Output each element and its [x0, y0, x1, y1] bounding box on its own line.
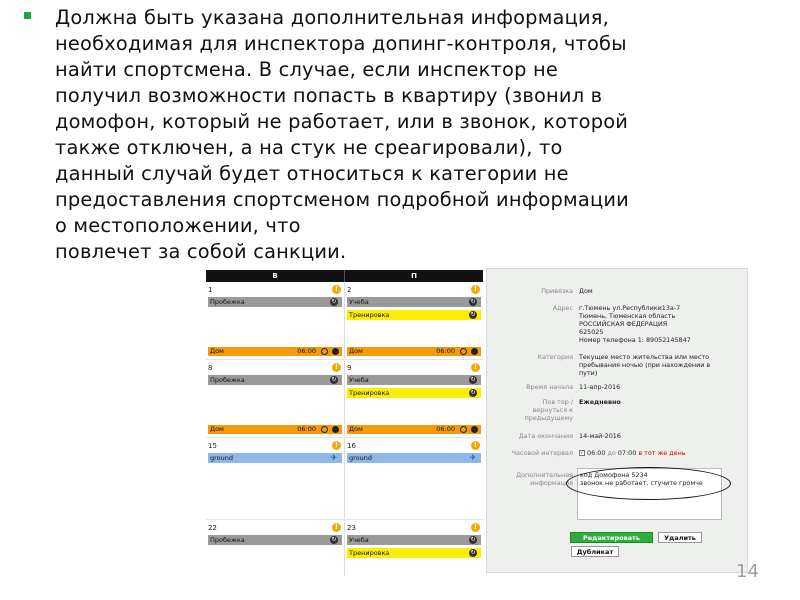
event-label: Пробежка — [210, 536, 245, 544]
day-number: 16 — [347, 442, 356, 450]
calendar-event[interactable] — [347, 535, 481, 545]
duplicate-button[interactable]: Дубликат — [571, 546, 619, 557]
refresh-icon[interactable]: ↻ — [470, 311, 476, 318]
address-line: РОССИЙСКАЯ ФЕДЕРАЦИЯ — [579, 320, 668, 328]
calendar-event[interactable] — [347, 375, 481, 385]
end-label: Дата окончания — [518, 432, 573, 440]
refresh-icon[interactable]: ↻ — [331, 298, 337, 305]
calendar-day-cell[interactable] — [206, 438, 345, 519]
start-value: 11-апр-2016 — [579, 383, 621, 391]
refresh-icon[interactable]: ↻ — [470, 376, 476, 383]
calendar-event[interactable] — [347, 548, 481, 558]
calendar-day-cell[interactable] — [206, 520, 345, 576]
calendar-day-cell[interactable] — [206, 282, 345, 359]
calendar-week-row — [206, 438, 483, 520]
warning-icon[interactable]: ! — [332, 363, 341, 372]
event-label: Учеба — [349, 376, 369, 384]
address-line: Номер телефона 1: 89052145847 — [579, 336, 691, 344]
text-line: данный случай будет относиться к категории не — [55, 162, 569, 185]
interval-label: Часовой интервал — [511, 449, 573, 457]
home-label: Дом — [349, 425, 363, 433]
calendar-event[interactable] — [208, 297, 342, 307]
airplane-icon[interactable]: ✈ — [469, 453, 477, 462]
warning-icon[interactable]: ! — [471, 285, 480, 294]
refresh-icon[interactable]: ↻ — [470, 298, 476, 305]
address-value — [579, 304, 739, 344]
info-line: код Домофона 5234 — [580, 471, 648, 479]
repeat-label-line: вернуться к — [532, 406, 573, 414]
clock-icon[interactable] — [321, 348, 328, 355]
home-location-bar[interactable] — [347, 425, 481, 434]
address-line: Тюмень, Тюменская область — [579, 312, 676, 320]
clock-icon[interactable] — [321, 426, 328, 433]
clock-icon[interactable] — [460, 426, 467, 433]
calendar-day-cell[interactable] — [345, 438, 483, 519]
warning-icon[interactable]: ! — [471, 363, 480, 372]
event-details-panel — [486, 268, 748, 573]
text-line: необходимая для инспектора допинг-контроля, чтобы — [55, 32, 627, 55]
day-number: 9 — [347, 364, 352, 372]
event-label: Пробежка — [210, 298, 245, 306]
calendar-event[interactable] — [208, 535, 342, 545]
highlight-ellipse — [566, 467, 731, 500]
home-label: Дом — [210, 425, 224, 433]
event-label: ground — [210, 454, 233, 462]
category-label: Категория — [537, 353, 573, 361]
end-value: 14-май-2016 — [579, 432, 621, 440]
text-line: также отключен, а на стук не среагировали), то — [55, 136, 563, 159]
event-label: ground — [349, 454, 372, 462]
event-label: Тренировка — [349, 549, 390, 557]
text-line: получил возможности попасть в квартиру (звонил в — [55, 84, 603, 107]
repeat-label-line: Пов тор / — [542, 398, 573, 406]
calendar-event[interactable] — [347, 388, 481, 398]
delete-button[interactable]: Удалить — [658, 532, 702, 543]
day-number: 22 — [208, 524, 217, 532]
calendar-event[interactable] — [347, 453, 481, 463]
warning-icon[interactable]: ! — [471, 523, 480, 532]
interval-from: 06:00 — [587, 449, 606, 457]
text-line: предоставления спортсменом подробной информации — [55, 188, 629, 211]
type-label: Привязка — [541, 287, 573, 295]
text-line: повлечет за собой санкции. — [55, 240, 347, 263]
interval-to-word: до — [607, 449, 616, 457]
main-text — [55, 5, 755, 265]
clock-icon[interactable] — [460, 348, 467, 355]
category-line: пребывания ночью (при нахождении в — [579, 361, 711, 369]
event-label: Тренировка — [349, 389, 390, 397]
home-location-bar[interactable] — [208, 425, 342, 434]
day-number: 8 — [208, 364, 213, 372]
airplane-icon[interactable]: ✈ — [330, 453, 338, 462]
event-label: Учеба — [349, 298, 369, 306]
text-line: найти спортсмена. В случае, если инспектор не — [55, 58, 558, 81]
calendar-day-cell[interactable] — [345, 360, 483, 437]
refresh-icon[interactable]: ↻ — [331, 536, 337, 543]
refresh-icon[interactable] — [332, 348, 339, 355]
address-line: г.Тюмень ул.Республики13а-7 — [579, 304, 681, 312]
warning-icon[interactable]: ! — [332, 441, 341, 450]
info-label-line: Дополнительная — [516, 471, 573, 479]
refresh-icon[interactable]: ↻ — [470, 389, 476, 396]
home-time: 06:00 — [297, 425, 316, 433]
warning-icon[interactable]: ! — [471, 441, 480, 450]
repeat-label-line: предыдущему — [524, 414, 573, 422]
event-label: Пробежка — [210, 376, 245, 384]
info-label-line: информация — [530, 479, 573, 487]
calendar-week-row — [206, 360, 483, 438]
day-number: 1 — [208, 286, 213, 294]
home-location-bar[interactable] — [347, 347, 481, 356]
refresh-icon[interactable] — [471, 348, 478, 355]
day-number: 2 — [347, 286, 352, 294]
home-time: 06:00 — [297, 347, 316, 355]
home-time: 06:00 — [436, 425, 455, 433]
interval-checkbox[interactable]: ✓ — [580, 450, 585, 456]
calendar-event[interactable] — [347, 310, 481, 320]
page-number: 14 — [736, 561, 759, 582]
warning-icon[interactable]: ! — [332, 285, 341, 294]
refresh-icon[interactable] — [471, 426, 478, 433]
home-location-bar[interactable] — [208, 347, 342, 356]
home-label: Дом — [210, 347, 224, 355]
text-line: домофон, который не работает, или в звонок, которой — [55, 110, 629, 133]
refresh-icon[interactable] — [332, 426, 339, 433]
info-label — [487, 471, 573, 487]
home-time: 06:00 — [436, 347, 455, 355]
calendar-day-cell[interactable] — [345, 282, 483, 359]
category-line: Текущее место жительства или место — [579, 353, 710, 361]
day-number: 15 — [208, 442, 217, 450]
address-label: Адрес — [552, 304, 573, 312]
category-line: пути) — [579, 369, 598, 377]
home-label: Дом — [349, 347, 363, 355]
category-value — [579, 353, 739, 377]
edit-button[interactable]: Редактировать — [570, 532, 653, 543]
day-header-tue: В — [206, 270, 345, 282]
interval-note: в тот же день — [638, 449, 686, 457]
day-number: 23 — [347, 524, 356, 532]
repeat-value: Ежедневно — [579, 398, 621, 406]
refresh-icon[interactable]: ↻ — [470, 536, 476, 543]
calendar-day-cell[interactable] — [345, 520, 483, 576]
bullet-marker — [24, 12, 31, 19]
interval-value — [579, 449, 739, 457]
calendar-header — [206, 270, 483, 282]
event-label: Тренировка — [349, 311, 390, 319]
calendar-week-row — [206, 520, 483, 576]
text-line: Должна быть указана дополнительная информация, — [55, 6, 610, 29]
day-header-mon: П — [411, 272, 417, 280]
calendar-event[interactable] — [208, 453, 342, 463]
info-line: звонок не работает, стучите громче — [580, 479, 703, 487]
calendar — [206, 270, 483, 576]
address-line: 625025 — [579, 328, 604, 336]
warning-icon[interactable]: ! — [332, 523, 341, 532]
calendar-week-row — [206, 282, 483, 360]
type-value: Дом — [579, 287, 593, 295]
calendar-event[interactable] — [208, 375, 342, 385]
refresh-icon[interactable]: ↻ — [331, 376, 337, 383]
text-line: о местоположении, что — [55, 214, 301, 237]
repeat-label — [487, 398, 573, 422]
refresh-icon[interactable]: ↻ — [470, 549, 476, 556]
start-label: Время начала — [526, 383, 573, 391]
interval-to: 07:00 — [617, 449, 637, 457]
event-label: Учеба — [349, 536, 369, 544]
calendar-day-cell[interactable] — [206, 360, 345, 437]
calendar-event[interactable] — [347, 297, 481, 307]
